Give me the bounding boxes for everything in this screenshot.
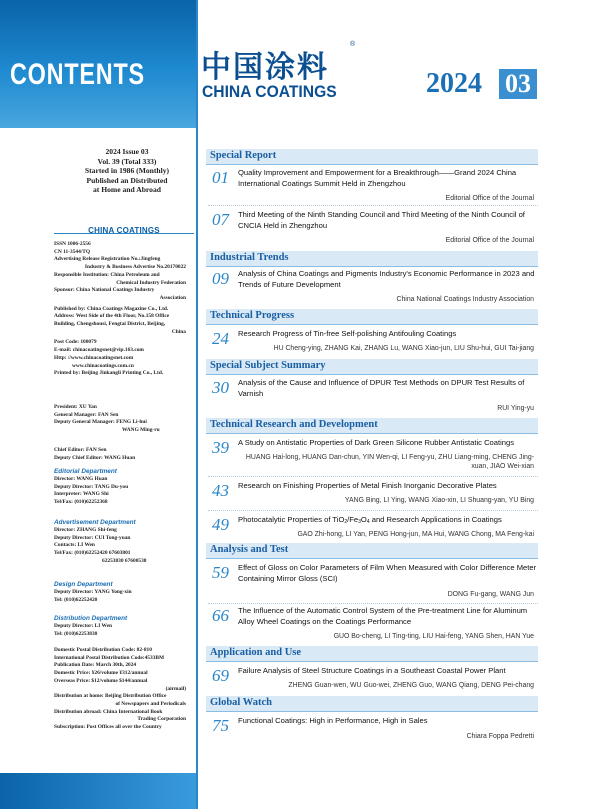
info-line: Printed by: Beijing Jinkangli Printing Co., Ltd. — [54, 370, 164, 377]
info-line: Chemical Industry Federation — [116, 279, 186, 286]
info-line: Address: West Side of the 4th Floor, No.158 Office — [54, 313, 170, 320]
info-line: Tel: (010)62253830 — [54, 630, 98, 637]
info-line: Tel/Fax: (010)62252420 67603801 — [54, 550, 131, 557]
footer-bar — [0, 773, 196, 809]
info-line: Overseas Price: $12/volume $144/annual — [54, 677, 148, 684]
info-line: China — [171, 328, 186, 335]
design-department — [54, 580, 186, 604]
column-divider — [196, 0, 198, 809]
article-title[interactable]: Photocatalytic Properties of $TiO_2/Fe_3O_4$ and Research Applications in Coatings — [238, 515, 502, 525]
distribution-info — [54, 647, 186, 732]
section-special-subject-summary: Special Subject Summary — [206, 359, 538, 375]
article-authors: GUO Bo-cheng, LI Ting-ting, LIU Hai-feng, YANG Shen, HAN Yue — [333, 633, 534, 640]
toc-entry[interactable] — [208, 515, 538, 543]
editorial-department — [54, 467, 186, 507]
divider — [208, 476, 538, 477]
article-authors: GAO Zhi-hong, LI Yan, PENG Hong-jun, MA Hui, WANG Chong, MA Feng-kai — [297, 531, 534, 538]
article-title[interactable]: Research on Finishing Properties of Metal Finish Inorganic Decorative Plates — [238, 481, 497, 490]
info-line: WANG Ming-ru — [122, 427, 160, 434]
info-line: Distribution at home: Beijing Distribution Office — [54, 693, 167, 700]
toc-entry[interactable] — [208, 210, 538, 248]
info-line: (airmail) — [165, 685, 186, 692]
toc-entry[interactable] — [208, 438, 538, 474]
info-line: Tel/Fax: (010)62252368 — [54, 499, 108, 506]
page-number: 49 — [212, 515, 229, 534]
toc-entry[interactable] — [208, 481, 538, 509]
info-line: Publication Date: March 30th, 2024 — [54, 662, 137, 669]
issue-year: 2024 — [426, 68, 482, 99]
page-number: 69 — [212, 666, 229, 685]
advertisement-department — [54, 518, 186, 566]
article-authors: Editorial Office of the Journal — [445, 195, 534, 202]
page-number: 01 — [212, 168, 229, 187]
info-line: Director: ZHANG Shi-feng — [54, 527, 117, 533]
info-line: ISSN 1006-2556 — [54, 241, 91, 247]
page-number: 66 — [212, 606, 229, 625]
left-column — [0, 0, 196, 809]
section-analysis-test: Analysis and Test — [206, 543, 538, 559]
issue-line: Vol. 39 (Total 333) — [97, 156, 157, 166]
info-line: Industry & Business Advertise No.20170022 — [84, 264, 186, 271]
info-line: Association — [159, 294, 186, 301]
article-title[interactable]: Quality Improvement and Empowerment for a Breakthrough——Grand 2024 China International Coatings Summit Held in Zhengzhou — [238, 168, 517, 188]
info-line: General Manager: FAN Sen — [54, 411, 119, 418]
article-authors: ZHENG Guan-wen, WU Guo-wei, ZHENG Guo, WANG Qiang, DENG Pei-chang — [288, 682, 534, 689]
info-line: Published by: China Coatings Magazine Co., Ltd. — [54, 305, 169, 312]
article-title[interactable]: Effect of Gloss on Color Parameters of Film When Measured with Color Difference Meter Containing Mirror Gloss (SCI) — [238, 563, 537, 583]
article-title[interactable]: The Influence of the Automatic Control System of the Pre-treatment Line for Aluminum Alloy Wheel Coatings on the Coatings Performance — [238, 606, 528, 626]
info-line: Advertising Release Registration No.:Jingfeng — [54, 256, 161, 263]
management-info — [54, 404, 186, 435]
section-global-watch: Global Watch — [206, 696, 538, 712]
toc-entry[interactable] — [208, 378, 538, 416]
article-authors: Editorial Office of the Journal — [445, 237, 534, 244]
section-application-use: Application and Use — [206, 646, 538, 662]
website-link[interactable]: www.chinacoatings.com.cn — [72, 362, 134, 369]
info-line: Trading Corporation — [137, 716, 186, 723]
issue-line: 2024 Issue 03 — [105, 147, 149, 156]
article-title[interactable]: Analysis of the Cause and Influence of DPUR Test Methods on DPUR Test Results of Varnish — [238, 378, 525, 398]
info-line: 62253830 67600538 — [102, 557, 147, 564]
info-line: International Postal Distribution Code:4533BM — [54, 654, 165, 661]
issue-info — [62, 147, 192, 195]
page-number: 07 — [212, 210, 229, 229]
issue-line: Started in 1986 (Monthly) — [84, 166, 170, 176]
article-title[interactable]: Failure Analysis of Steel Structure Coatings in a Southeast Coastal Power Plant — [238, 666, 506, 675]
info-line: Chief Editor: FAN Sen — [54, 447, 107, 453]
article-title[interactable]: Third Meeting of the Ninth Standing Council and Third Meeting of the Ninth Council of CNCIA Held in Zhengzhou — [238, 210, 525, 230]
article-authors: DONG Fu-gang, WANG Jun — [447, 591, 534, 598]
info-line: Distribution abroad: China International Book — [54, 708, 163, 715]
toc-entry[interactable] — [208, 563, 538, 603]
info-line: Building, Chengshousi, Fengtai District, Beijing, — [54, 321, 166, 328]
department-title: Advertisement Department — [54, 519, 136, 526]
article-authors: HU Cheng-ying, ZHANG Kai, ZHANG Lu, WANG Xiao-jun, LIU Shu-hui, GUI Tai-jiang — [273, 345, 534, 352]
page-number: 39 — [212, 438, 229, 457]
info-line: Domestic Postal Distribution Code: 82-810 — [54, 647, 152, 653]
section-industrial-trends: Industrial Trends — [206, 251, 538, 267]
divider — [208, 603, 538, 604]
department-title: Distribution Department — [54, 615, 128, 622]
page-number: 24 — [212, 329, 229, 348]
issue-line: Published an Distributed — [86, 175, 168, 185]
section-technical-progress: Technical Progress — [206, 309, 538, 325]
issue-number: 03 — [499, 69, 537, 99]
website-link[interactable]: Http: //www.chinacoatingsnet.com — [54, 354, 134, 361]
info-line: Deputy Director: LI Wen — [54, 623, 113, 629]
divider — [208, 205, 538, 206]
contents-title: CONTENTS — [10, 58, 145, 91]
article-title[interactable]: Analysis of China Coatings and Pigments Industry's Economic Performance in 2023 and Trends of Future Development — [238, 269, 535, 289]
article-title[interactable]: A Study on Antistatic Properties of Dark Green Silicone Rubber Antistatic Coatings — [238, 438, 515, 447]
toc-entry[interactable] — [208, 269, 538, 307]
info-line: Director: WANG Huan — [54, 476, 108, 482]
page-number: 43 — [212, 481, 229, 500]
section-technical-research: Technical Research and Development — [206, 418, 538, 434]
info-line: President: XU Yan — [54, 404, 97, 410]
info-line: Sponsor: China National Coatings Industry — [54, 287, 155, 294]
info-line: of Newspapers and Periodicals — [115, 700, 186, 707]
logo-english: CHINA COATINGS — [202, 82, 337, 101]
registered-mark: ® — [350, 41, 356, 48]
page-number: 09 — [212, 269, 229, 288]
logo-chinese: 中国涂料 — [201, 50, 329, 85]
toc-entry[interactable] — [208, 329, 538, 357]
article-authors: YANG Bing, LI Ying, WANG Xiao-xin, LI Shuang-yan, YU Bing — [344, 497, 534, 504]
info-line: Domestic Price: ¥26/volume ¥312/annual — [54, 670, 148, 677]
info-line: Contacts: LI Wen — [54, 542, 95, 549]
page-number: 59 — [212, 563, 229, 582]
info-line: Tel: (010)62252420 — [54, 596, 98, 603]
article-title[interactable]: Functional Coatings: High in Performance, High in Sales — [238, 716, 428, 725]
contents-banner — [0, 0, 196, 128]
info-line: Deputy General Manager: FENG Li-hui — [54, 419, 147, 426]
department-title: Design Department — [54, 581, 113, 588]
info-line: Interpreter: WANG Shi — [54, 491, 109, 498]
distribution-department — [54, 614, 186, 638]
info-line: Subscription: Post Offices all over the Country — [54, 724, 162, 731]
info-line: Deputy Chief Editor: WANG Huan — [54, 454, 136, 461]
info-line: CN 11-3544/TQ — [54, 248, 91, 255]
info-line: Deputy Director: YANG Yong-xin — [54, 589, 132, 595]
info-line: Deputy Director: CUI Tong-yuan — [54, 534, 131, 541]
editors-info — [54, 447, 186, 462]
info-line: Responsible Institution: China Petroleum and — [54, 271, 160, 278]
department-title: Editorial Department — [54, 468, 117, 475]
divider — [208, 510, 538, 511]
page-number: 75 — [212, 716, 229, 735]
article-authors: RUI Ying-yu — [497, 405, 534, 412]
toc-entry[interactable] — [208, 168, 538, 204]
publication-info — [54, 241, 186, 378]
article-authors: China National Coatings Industry Association — [396, 296, 534, 303]
toc-entry[interactable] — [208, 666, 538, 694]
info-line: Post Code: 100079 — [54, 339, 97, 346]
page-number: 30 — [212, 378, 229, 397]
masthead-heading: CHINA COATINGS — [54, 220, 194, 234]
toc-entry[interactable] — [208, 716, 538, 746]
issue-line: at Home and Abroad — [92, 185, 161, 195]
info-line: Deputy Director: TANG Du-you — [54, 483, 129, 490]
section-special-report: Special Report — [206, 149, 538, 165]
toc-entry[interactable] — [208, 606, 538, 644]
email-link[interactable]: E-mail: chinacoatingsnet@vip.163.com — [54, 347, 144, 354]
article-authors: Chiara Foppa Pedretti — [466, 733, 534, 740]
article-authors: HUANG Hai-long, HUANG Dan-chun, YIN Wen-qi, LI Feng-yu, ZHU Liang-ming, CHENG Jing-xuan, JIAO Wei-xian — [245, 454, 534, 470]
article-title[interactable]: Research Progress of Tin-free Self-polishing Antifouling Coatings — [238, 329, 457, 338]
